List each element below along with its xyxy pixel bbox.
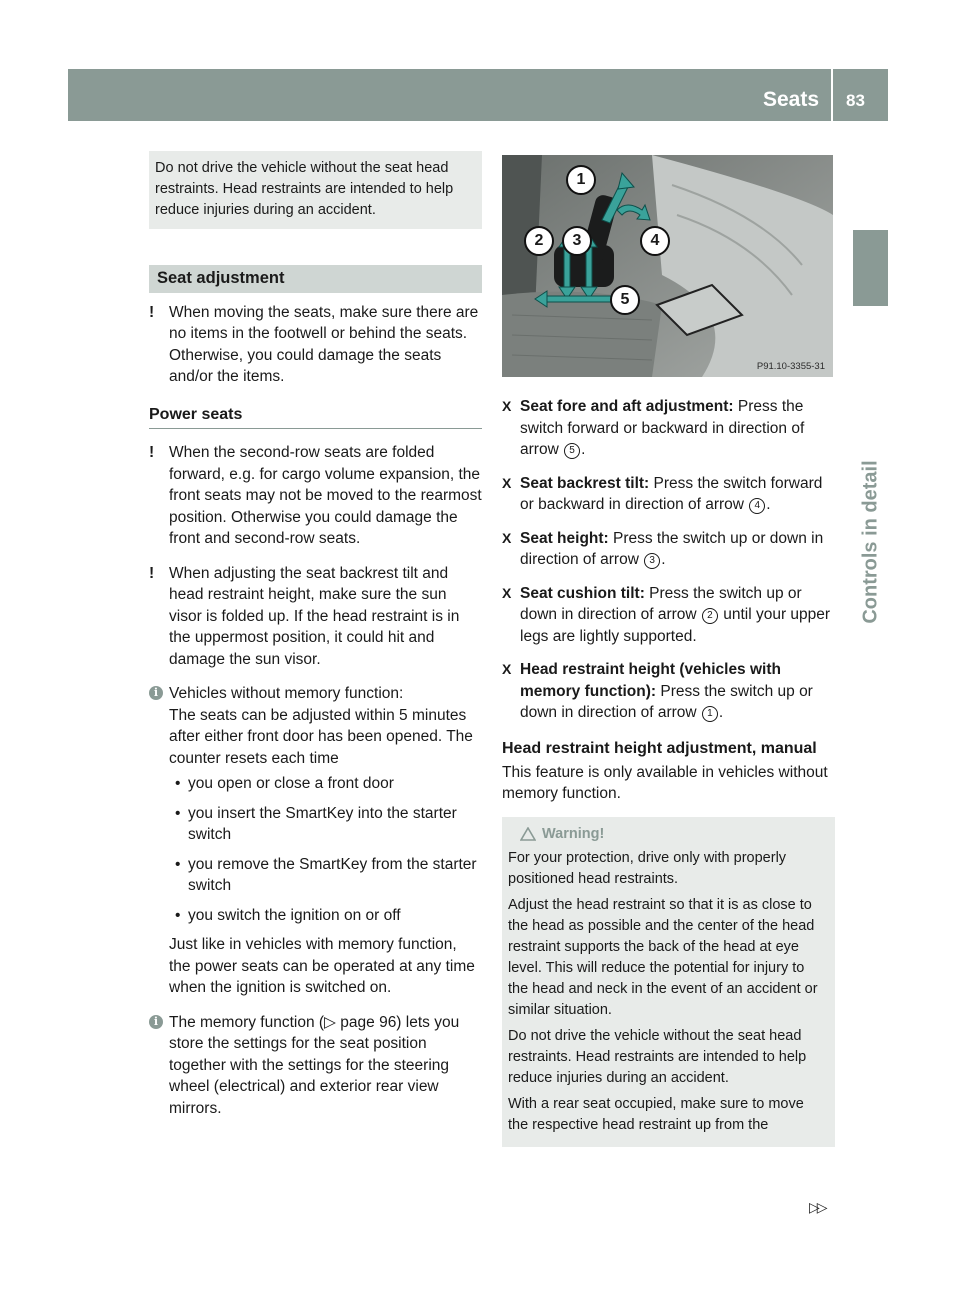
list-item: • you insert the SmartKey into the starter switch bbox=[175, 804, 457, 843]
info-icon: i bbox=[149, 686, 163, 700]
seat-illustration bbox=[502, 155, 833, 377]
right-column bbox=[502, 396, 835, 1147]
bullet-list bbox=[169, 773, 482, 926]
exclamation-icon: ! bbox=[149, 444, 155, 461]
info-icon: i bbox=[149, 1015, 163, 1029]
circled-number: 3 bbox=[644, 553, 660, 569]
callout-5: 5 bbox=[610, 285, 640, 315]
note-item: ! When adjusting the seat backrest tilt and head restraint height, make sure the sun visor is folded up. If the head restraint is in the uppermost position, it could hit and damage the sun visor. bbox=[149, 564, 460, 668]
paragraph: This feature is only available in vehicles without memory function. bbox=[502, 763, 828, 802]
circled-number: 2 bbox=[702, 608, 718, 624]
warning-box bbox=[502, 817, 835, 1147]
list-item: • you switch the ignition on or off bbox=[175, 906, 401, 924]
callout-1: 1 bbox=[566, 165, 596, 195]
circled-number: 1 bbox=[702, 706, 718, 722]
step-arrow-icon: X bbox=[502, 661, 512, 677]
info-item: i The memory function (▷ page 96) lets you store the settings for the seat position together with the settings for the steering wheel (electrical) and exterior rear view mirrors. bbox=[149, 1012, 482, 1120]
step-arrow-icon: X bbox=[502, 584, 512, 601]
warning-paragraph: Adjust the head restraint so that it is as close to the head as possible and the center of the head restraint supports the back of the head at eye level. This will reduce the potential for injury to the head and neck in the event of an accident or similar situation. bbox=[508, 896, 818, 1018]
section-heading: Seat adjustment bbox=[149, 265, 482, 293]
continue-marker: ▷▷ bbox=[809, 1199, 825, 1215]
note-item: ! When the second-row seats are folded forward, e.g. for cargo volume expansion, the front seats may not be moved to the rearmost position. Otherwise you could damage the front and second-row seats. bbox=[149, 444, 482, 547]
list-item: • you remove the SmartKey from the starter switch bbox=[175, 855, 477, 894]
warning-paragraph: With a rear seat occupied, make sure to move the respective head restraint up from the bbox=[508, 1095, 804, 1133]
side-label: Controls in detail bbox=[859, 460, 881, 624]
exclamation-icon: ! bbox=[149, 564, 155, 582]
warning-title: Warning! bbox=[508, 824, 827, 845]
figure-code: P91.10-3355-31 bbox=[756, 361, 825, 372]
instruction-step: X Head restraint height (vehicles with memory function): Press the switch up or down in direction of arrow 1 . bbox=[502, 661, 813, 721]
callout-4: 4 bbox=[640, 226, 670, 256]
exclamation-icon: ! bbox=[149, 303, 155, 321]
seat-switch-photo bbox=[502, 155, 833, 377]
section-title: Seats bbox=[763, 88, 820, 111]
heading-manual-adjustment: Head restraint height adjustment, manual bbox=[502, 739, 817, 757]
step-arrow-icon: X bbox=[502, 474, 512, 491]
instruction-step: X Seat height: Press the switch up or down in direction of arrow 3 . bbox=[502, 529, 824, 568]
page-number: 83 bbox=[846, 91, 865, 110]
step-arrow-icon: X bbox=[502, 398, 512, 414]
warning-box-top: Do not drive the vehicle without the seat head restraints. Head restraints are intended to help reduce injuries during an accident. bbox=[149, 151, 482, 229]
left-column bbox=[149, 151, 482, 1132]
warning-triangle-icon bbox=[520, 827, 536, 841]
warning-paragraph: For your protection, drive only with properly positioned head restraints. bbox=[508, 849, 787, 887]
header-separator bbox=[831, 69, 833, 121]
callout-3: 3 bbox=[562, 226, 592, 256]
list-item: • you open or close a front door bbox=[175, 775, 394, 792]
info-item: i Vehicles without memory function: The seats can be adjusted within 5 minutes after either front door has been opened. The counter resets each time • you open or close a front door • you insert the SmartKey into the starter switch • you remove the SmartKey from the starter switch • you switch the ignition on or off Just like in vehicles with memory function, the power seats can be operated at any time when the ignition is switched on. bbox=[149, 683, 482, 999]
instruction-step: X Seat fore and aft adjustment: Press the switch forward or backward in direction of arrow 5 . bbox=[502, 398, 805, 458]
side-tab-marker bbox=[853, 230, 888, 306]
note-item: ! When moving the seats, make sure there are no items in the footwell or behind the seats. Otherwise, you could damage the seats and/or the items. bbox=[149, 303, 479, 385]
instruction-step: X Seat backrest tilt: Press the switch forward or backward in direction of arrow 4 . bbox=[502, 474, 823, 513]
step-arrow-icon: X bbox=[502, 529, 512, 546]
circled-number: 5 bbox=[564, 443, 580, 459]
callout-2: 2 bbox=[524, 226, 554, 256]
circled-number: 4 bbox=[749, 498, 765, 514]
warning-paragraph: Do not drive the vehicle without the seat head restraints. Head restraints are intended to help reduce injuries during an accident. bbox=[508, 1027, 807, 1086]
subheading-power-seats: Power seats bbox=[149, 404, 482, 430]
instruction-step: X Seat cushion tilt: Press the switch up or down in direction of arrow 2 until your upper legs are lightly supported. bbox=[502, 584, 831, 645]
